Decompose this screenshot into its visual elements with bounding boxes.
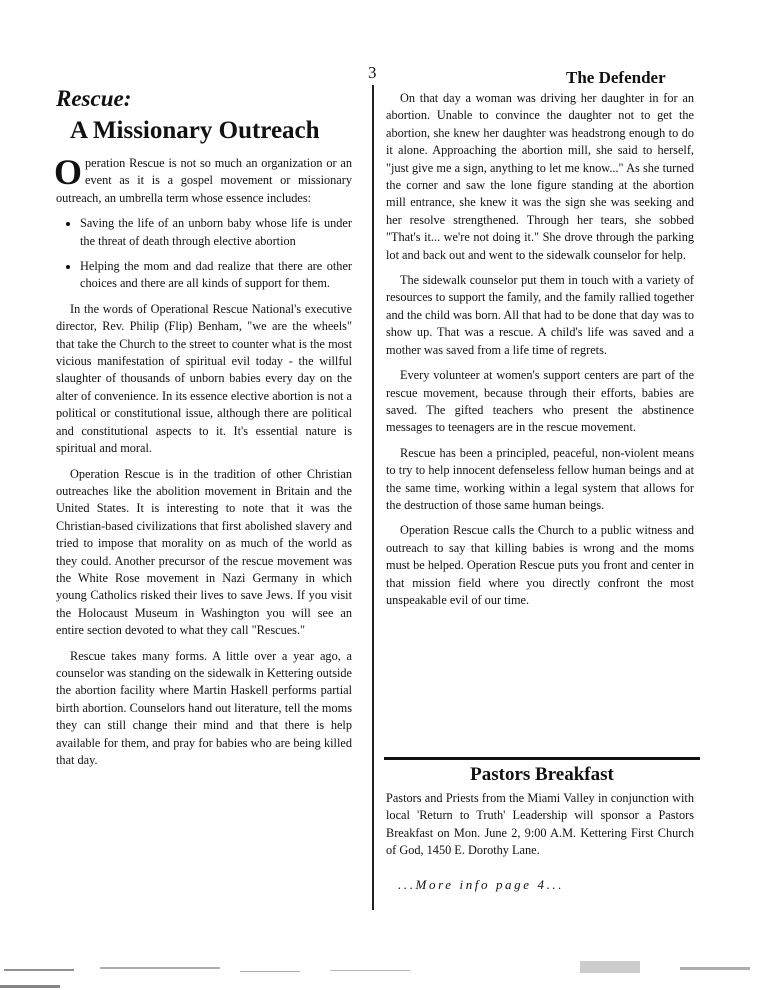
article-headline: A Missionary Outreach <box>70 117 320 144</box>
scan-noise <box>0 955 758 990</box>
essence-list <box>56 215 352 293</box>
page-number: 3 <box>368 63 377 82</box>
body-paragraph: Every volunteer at women's support centers are part of the rescue movement, because through their efforts, babies are saved. The gifted teachers who present the abstinence messages to teenagers are in the rescue movement. <box>386 368 694 435</box>
list-item: • Helping the mom and dad realize that there are other choices and there are all kinds of support for them. <box>80 258 352 293</box>
intro-paragraph <box>54 152 352 207</box>
body-paragraph: On that day a woman was driving her daughter in for an abortion. Unable to convince the daughter not to get the abortion, she knew her daughter was headstrong enough to do it alone. Approaching the abortion mill, she said to herself, "just give me a sign, anything to let me know..." As she turned the corner and saw the lone figure standing at the abortion mill entrance, she knew it was the sign she was seeking and her resolve strengthened. Through her tears, she sobbed "That's it... we're not doing it." She drove through the parking lot and back out and went to the sidewalk counselor for help. <box>386 91 694 262</box>
body-paragraph: The sidewalk counselor put them in touch with a variety of resources to support the family, and the family rallied together and the child was born. All that had to be done that day was to show up. That was a rescue. A child's life was saved and a mother was saved from a life time of regrets. <box>386 273 694 357</box>
masthead: The Defender <box>566 68 666 87</box>
body-paragraph: Rescue takes many forms. A little over a year ago, a counselor was standing on the sidewalk in Kettering outside the abortion facility where Martin Haskell performs partial birth abortion. Counselors hand out literature, tell the moms they can still change their mind and that there is help available for them, and pray for babies who are being killed that day. <box>56 648 352 767</box>
sidebar-title: Pastors Breakfast <box>470 764 614 785</box>
column-divider <box>372 85 374 910</box>
body-paragraph: Operation Rescue is in the tradition of other Christian outreaches like the abolition movement in Britain and the United States. It is interesting to note that it was the Christian-based civilizations that first abolished slavery and tried to impose that morality on as much of the world as they could. Another precursor of the rescue movement was the White Rose movement in Nazi Germany in which young Catholics risked their lives to save Jews. If you visit the Holocaust Museum in Washington you will see an entire section devoted to what they call "Rescues." <box>56 466 352 638</box>
body-paragraph: Rescue has been a principled, peaceful, non-violent means to try to help innocent defenseless fellow human beings and at the same time, working within a legal system that allows for the destruction of those same human beings. <box>386 445 694 512</box>
body-paragraph: In the words of Operational Rescue National's executive director, Rev. Philip (Flip) Benham, "we are the wheels" that take the Church to the street to counter what is the most vicious manifestation of spiritual evil today - the willful slaughter of thousands of unborn babies every day on the alter of convenience. In its essence elective abortion is not a political or constitutional issue, although there are political and constitutional aspects to it. It's essential nature is spiritual and moral. <box>56 301 352 456</box>
intro-text: peration Rescue is not so much an organization or an event as it is a gospel movement or missionary outreach, an umbrella term whose essence includes: <box>56 156 352 205</box>
sidebar-rule <box>384 757 700 760</box>
drop-cap: O <box>54 152 83 192</box>
left-column <box>54 152 352 777</box>
article-kicker: Rescue: <box>56 86 132 111</box>
sidebar-body: Pastors and Priests from the Miami Valley in conjunction with local 'Return to Truth' Leadership will sponsor a Pastors Breakfast on Mon. June 2, 9:00 A.M. Kettering First Church of God, 1450 E. Dorothy Lane. <box>386 791 694 858</box>
list-item: • Saving the life of an unborn baby whose life is under the threat of death through elective abortion <box>80 215 352 250</box>
right-column <box>386 90 694 617</box>
body-paragraph: Operation Rescue calls the Church to a public witness and outreach to say that killing babies is wrong and the moms must be helped. Operation Rescue puts you front and center in that mission field where you directly confront the most unspeakable evil of our time. <box>386 523 694 607</box>
more-info-link: ...More info page 4... <box>398 877 565 892</box>
